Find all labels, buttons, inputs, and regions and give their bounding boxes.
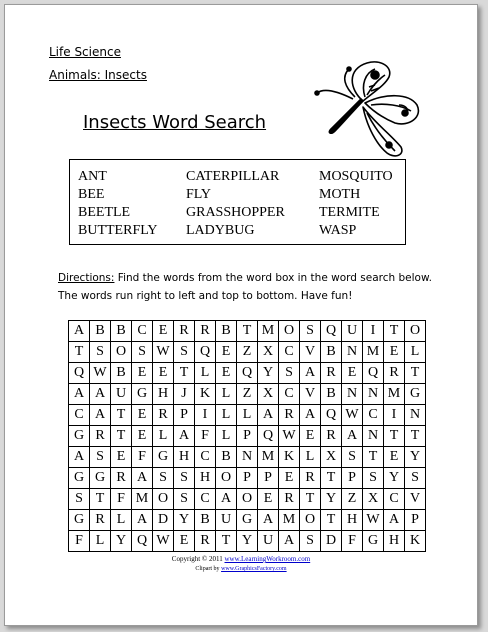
grid-cell: C <box>384 489 405 510</box>
grid-cell: Y <box>111 531 132 552</box>
graphicsfactory-link[interactable]: www.GraphicsFactory.com <box>221 566 287 572</box>
grid-cell: I <box>363 321 384 342</box>
grid-cell: T <box>405 426 426 447</box>
grid-cell: M <box>279 510 300 531</box>
grid-cell: S <box>363 468 384 489</box>
grid-cell: X <box>258 342 279 363</box>
grid-cell: S <box>300 531 321 552</box>
word-item: WASP <box>319 223 357 238</box>
grid-cell: L <box>216 405 237 426</box>
grid-cell: Q <box>258 426 279 447</box>
grid-cell: B <box>321 342 342 363</box>
clipart-text: Clipart by <box>195 566 222 572</box>
grid-cell: A <box>216 489 237 510</box>
worksheet-title: Insects Word Search <box>83 112 267 133</box>
word-item: CATERPILLAR <box>186 169 280 184</box>
grid-cell: R <box>111 468 132 489</box>
grid-cell: C <box>132 321 153 342</box>
grid-cell: T <box>321 510 342 531</box>
grid-cell: G <box>153 447 174 468</box>
grid-cell: Q <box>321 321 342 342</box>
grid-cell: O <box>216 468 237 489</box>
grid-cell: E <box>384 447 405 468</box>
grid-cell: S <box>342 447 363 468</box>
grid-row <box>69 468 426 489</box>
grid-cell: N <box>342 384 363 405</box>
grid-cell: Y <box>174 510 195 531</box>
grid-cell: N <box>363 426 384 447</box>
grid-cell: A <box>258 510 279 531</box>
grid-cell: X <box>321 447 342 468</box>
grid-cell: T <box>384 426 405 447</box>
grid-cell: R <box>90 510 111 531</box>
grid-cell: A <box>342 426 363 447</box>
grid-cell: K <box>405 531 426 552</box>
grid-cell: G <box>69 510 90 531</box>
grid-cell: F <box>111 489 132 510</box>
grid-cell: N <box>342 342 363 363</box>
grid-cell: B <box>321 384 342 405</box>
grid-cell: O <box>279 321 300 342</box>
grid-row <box>69 510 426 531</box>
grid-cell: E <box>216 363 237 384</box>
grid-cell: T <box>363 447 384 468</box>
directions-text: Find the words from the word box in the word search below. The words run right to left and top to bottom. Have fun! <box>58 272 432 302</box>
grid-cell: E <box>342 363 363 384</box>
learningworkroom-link[interactable]: www.LearningWorkroom.com <box>224 555 311 563</box>
grid-cell: M <box>258 447 279 468</box>
grid-cell: A <box>90 405 111 426</box>
word-box <box>69 159 406 245</box>
grid-row <box>69 321 426 342</box>
grid-cell: T <box>405 363 426 384</box>
grid-cell: P <box>237 468 258 489</box>
grid-cell: H <box>342 510 363 531</box>
grid-cell: G <box>132 384 153 405</box>
grid-cell: A <box>69 384 90 405</box>
grid-cell: T <box>90 489 111 510</box>
grid-cell: G <box>363 531 384 552</box>
grid-row <box>69 342 426 363</box>
grid-cell: E <box>216 342 237 363</box>
directions-label: Directions: <box>58 272 115 284</box>
grid-cell: I <box>384 405 405 426</box>
grid-cell: C <box>279 342 300 363</box>
word-item: MOTH <box>319 187 361 202</box>
grid-cell: S <box>174 342 195 363</box>
grid-cell: Z <box>342 489 363 510</box>
grid-cell: Q <box>195 342 216 363</box>
grid-cell: W <box>153 531 174 552</box>
grid-cell: P <box>237 426 258 447</box>
grid-cell: R <box>321 363 342 384</box>
grid-cell: B <box>111 321 132 342</box>
grid-cell: R <box>195 321 216 342</box>
grid-cell: J <box>174 384 195 405</box>
word-item: BEE <box>78 187 105 202</box>
grid-cell: L <box>153 426 174 447</box>
grid-cell: Q <box>237 363 258 384</box>
grid-cell: V <box>405 489 426 510</box>
grid-cell: A <box>300 363 321 384</box>
grid-cell: E <box>153 363 174 384</box>
grid-cell: T <box>111 405 132 426</box>
grid-cell: A <box>69 447 90 468</box>
grid-cell: B <box>216 447 237 468</box>
grid-cell: G <box>69 468 90 489</box>
grid-cell: O <box>300 510 321 531</box>
copyright-line <box>5 555 477 563</box>
grid-cell: I <box>195 405 216 426</box>
directions <box>58 269 438 305</box>
grid-cell: M <box>363 342 384 363</box>
grid-cell: W <box>363 510 384 531</box>
copyright-text: Copyright © 2011 <box>171 555 225 563</box>
grid-cell: S <box>90 447 111 468</box>
grid-cell: W <box>153 342 174 363</box>
grid-row <box>69 384 426 405</box>
topic-heading: Animals: Insects <box>49 68 147 82</box>
grid-cell: B <box>216 321 237 342</box>
grid-cell: O <box>153 489 174 510</box>
grid-cell: Q <box>69 363 90 384</box>
grid-cell: T <box>237 321 258 342</box>
grid-cell: L <box>405 342 426 363</box>
grid-cell: L <box>237 405 258 426</box>
grid-cell: E <box>132 363 153 384</box>
worksheet-page <box>4 4 478 626</box>
grid-cell: D <box>153 510 174 531</box>
subject-heading: Life Science <box>49 45 121 59</box>
grid-cell: S <box>174 468 195 489</box>
grid-cell: R <box>195 531 216 552</box>
grid-cell: O <box>111 342 132 363</box>
grid-cell: S <box>69 489 90 510</box>
grid-row <box>69 489 426 510</box>
grid-cell: Q <box>132 531 153 552</box>
grid-cell: E <box>111 447 132 468</box>
grid-row <box>69 363 426 384</box>
grid-cell: T <box>69 342 90 363</box>
grid-cell: Y <box>258 363 279 384</box>
grid-row <box>69 405 426 426</box>
grid-cell: Y <box>384 468 405 489</box>
grid-cell: S <box>174 489 195 510</box>
grid-cell: A <box>300 405 321 426</box>
grid-cell: S <box>405 468 426 489</box>
word-item: GRASSHOPPER <box>186 205 285 220</box>
grid-cell: W <box>279 426 300 447</box>
grid-cell: A <box>384 510 405 531</box>
grid-cell: C <box>195 447 216 468</box>
grid-cell: L <box>300 447 321 468</box>
grid-cell: G <box>90 468 111 489</box>
grid-cell: H <box>195 468 216 489</box>
grid-cell: W <box>90 363 111 384</box>
grid-cell: Q <box>321 405 342 426</box>
grid-cell: U <box>258 531 279 552</box>
word-item: ANT <box>78 169 107 184</box>
grid-cell: S <box>300 321 321 342</box>
grid-cell: U <box>111 384 132 405</box>
grid-cell: K <box>279 447 300 468</box>
grid-cell: N <box>363 384 384 405</box>
word-item: BEETLE <box>78 205 131 220</box>
grid-cell: Y <box>321 489 342 510</box>
grid-cell: S <box>132 342 153 363</box>
grid-cell: L <box>216 384 237 405</box>
grid-cell: E <box>132 426 153 447</box>
grid-cell: E <box>279 468 300 489</box>
grid-cell: Y <box>237 531 258 552</box>
butterfly-icon <box>305 55 430 165</box>
grid-cell: N <box>405 405 426 426</box>
grid-cell: R <box>279 489 300 510</box>
grid-cell: U <box>342 321 363 342</box>
grid-cell: N <box>237 447 258 468</box>
grid-cell: R <box>279 405 300 426</box>
grid-cell: T <box>321 468 342 489</box>
grid-cell: C <box>195 489 216 510</box>
grid-cell: Y <box>405 447 426 468</box>
grid-cell: Q <box>363 363 384 384</box>
grid-cell: T <box>384 321 405 342</box>
grid-cell: S <box>279 363 300 384</box>
grid-cell: H <box>174 447 195 468</box>
grid-cell: W <box>342 405 363 426</box>
word-search-grid <box>68 320 426 552</box>
grid-cell: E <box>300 426 321 447</box>
grid-cell: B <box>111 363 132 384</box>
grid-cell: M <box>384 384 405 405</box>
grid-cell: L <box>90 531 111 552</box>
grid-cell: U <box>216 510 237 531</box>
grid-cell: R <box>384 363 405 384</box>
grid-cell: C <box>363 405 384 426</box>
grid-row <box>69 447 426 468</box>
word-item: LADYBUG <box>186 223 255 238</box>
grid-cell: V <box>300 384 321 405</box>
grid-cell: C <box>69 405 90 426</box>
grid-cell: E <box>132 405 153 426</box>
grid-row <box>69 426 426 447</box>
grid-cell: F <box>69 531 90 552</box>
grid-cell: M <box>258 321 279 342</box>
grid-cell: T <box>174 363 195 384</box>
grid-cell: Z <box>237 384 258 405</box>
grid-cell: G <box>69 426 90 447</box>
grid-cell: P <box>174 405 195 426</box>
grid-cell: R <box>300 468 321 489</box>
grid-cell: H <box>384 531 405 552</box>
grid-cell: P <box>258 468 279 489</box>
grid-cell: P <box>405 510 426 531</box>
grid-cell: R <box>174 321 195 342</box>
grid-cell: O <box>405 321 426 342</box>
grid-cell: A <box>279 531 300 552</box>
grid-cell: D <box>321 531 342 552</box>
clipart-credit-line <box>5 566 477 572</box>
grid-cell: B <box>195 510 216 531</box>
grid-cell: X <box>258 384 279 405</box>
grid-cell: A <box>132 510 153 531</box>
grid-cell: B <box>90 321 111 342</box>
grid-cell: A <box>132 468 153 489</box>
grid-cell: R <box>321 426 342 447</box>
grid-cell: E <box>258 489 279 510</box>
grid-cell: F <box>132 447 153 468</box>
grid-cell: L <box>111 510 132 531</box>
grid-cell: C <box>279 384 300 405</box>
word-item: TERMITE <box>319 205 380 220</box>
grid-cell: L <box>216 426 237 447</box>
grid-cell: H <box>153 384 174 405</box>
grid-cell: A <box>258 405 279 426</box>
grid-cell: M <box>132 489 153 510</box>
grid-cell: E <box>384 342 405 363</box>
grid-cell: V <box>300 342 321 363</box>
grid-cell: P <box>342 468 363 489</box>
grid-cell: O <box>237 489 258 510</box>
grid-cell: F <box>342 531 363 552</box>
grid-cell: R <box>153 405 174 426</box>
grid-cell: R <box>90 426 111 447</box>
grid-cell: A <box>69 321 90 342</box>
word-item: FLY <box>186 187 212 202</box>
grid-cell: E <box>153 321 174 342</box>
grid-cell: A <box>174 426 195 447</box>
grid-row <box>69 531 426 552</box>
grid-cell: S <box>153 468 174 489</box>
grid-cell: L <box>195 363 216 384</box>
grid-cell: S <box>90 342 111 363</box>
grid-cell: T <box>111 426 132 447</box>
grid-cell: G <box>405 384 426 405</box>
grid-cell: K <box>195 384 216 405</box>
grid-cell: T <box>300 489 321 510</box>
grid-cell: E <box>174 531 195 552</box>
grid-cell: A <box>90 384 111 405</box>
grid-cell: T <box>216 531 237 552</box>
grid-cell: X <box>363 489 384 510</box>
word-item: MOSQUITO <box>319 169 393 184</box>
word-item: BUTTERFLY <box>78 223 158 238</box>
grid-cell: Z <box>237 342 258 363</box>
grid-cell: F <box>195 426 216 447</box>
grid-cell: G <box>237 510 258 531</box>
